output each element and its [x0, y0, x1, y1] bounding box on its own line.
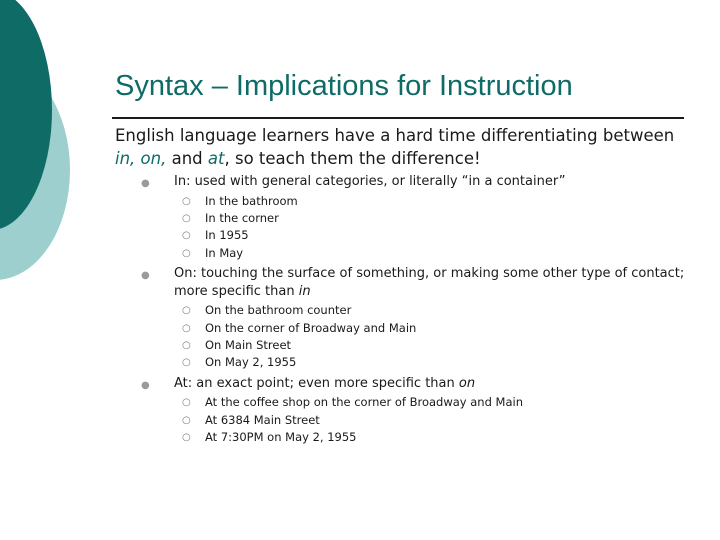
hollow-circle-icon: ○ — [182, 230, 191, 242]
list-item — [174, 320, 700, 337]
bullet-at — [140, 375, 700, 447]
hollow-circle-icon: ○ — [182, 397, 191, 409]
intro-word-in: in, — [115, 149, 141, 168]
list-item — [174, 302, 700, 319]
list-item-text: At the coffee shop on the corner of Broadway and Main — [205, 395, 524, 410]
list-item-text: In 1955 — [205, 228, 249, 243]
list-item-text: In May — [205, 245, 244, 260]
bullet-on — [140, 265, 700, 372]
intro-word-and: and — [171, 149, 208, 168]
hollow-circle-icon: ○ — [182, 339, 191, 351]
list-item — [174, 394, 700, 411]
bullet-dot-icon: ● — [141, 178, 150, 189]
bullet-dot-icon: ● — [141, 379, 150, 391]
bullet-at-emphasis: on — [458, 375, 476, 391]
list-item — [174, 227, 700, 244]
list-item-text: On Main Street — [205, 337, 292, 352]
bullet-on-text: On: touching the surface of something, or making some other type of contact; more specific than — [174, 266, 685, 299]
bullet-on-emphasis: in — [298, 283, 311, 299]
list-item — [174, 429, 700, 446]
bullet-at-sublist — [174, 394, 700, 446]
bullet-at-text: At: an exact point; even more specific than — [174, 375, 459, 391]
list-item-text: At 6384 Main Street — [205, 412, 320, 427]
intro-text — [115, 124, 690, 170]
hollow-circle-icon: ○ — [182, 195, 191, 207]
hollow-circle-icon: ○ — [182, 432, 191, 444]
list-item — [174, 245, 700, 262]
list-item-text: In the corner — [205, 210, 279, 225]
hollow-circle-icon: ○ — [182, 322, 191, 334]
bullet-in-sublist — [174, 193, 700, 263]
list-item — [174, 337, 700, 354]
intro-text-end: , so teach them the difference! — [224, 149, 481, 168]
hollow-circle-icon: ○ — [182, 212, 191, 224]
intro-text-start: English language learners have a hard time differentiating between — [115, 126, 675, 145]
intro-word-on: on, — [140, 149, 172, 168]
list-item — [174, 412, 700, 429]
list-item-text: On the bathroom counter — [205, 303, 352, 318]
intro-word-at: at — [207, 149, 225, 168]
bullet-in — [140, 173, 700, 262]
list-item-text: At 7:30PM on May 2, 1955 — [205, 430, 357, 445]
hollow-circle-icon: ○ — [182, 305, 191, 317]
list-item-text: On the corner of Broadway and Main — [205, 320, 417, 335]
hollow-circle-icon: ○ — [182, 414, 191, 426]
list-item-text: On May 2, 1955 — [205, 355, 297, 370]
bullet-in-text: In: used with general categories, or literally “in a container” — [174, 174, 566, 189]
bullet-dot-icon: ● — [141, 270, 150, 282]
title-divider — [112, 117, 684, 119]
bullet-on-sublist — [174, 302, 700, 372]
list-item — [174, 354, 700, 371]
bullet-list — [140, 170, 700, 446]
list-item-text: In the bathroom — [205, 193, 298, 208]
list-item — [174, 193, 700, 210]
slide-title: Syntax – Implications for Instruction — [115, 70, 573, 102]
hollow-circle-icon: ○ — [182, 357, 191, 369]
hollow-circle-icon: ○ — [182, 247, 191, 259]
list-item — [174, 210, 700, 227]
